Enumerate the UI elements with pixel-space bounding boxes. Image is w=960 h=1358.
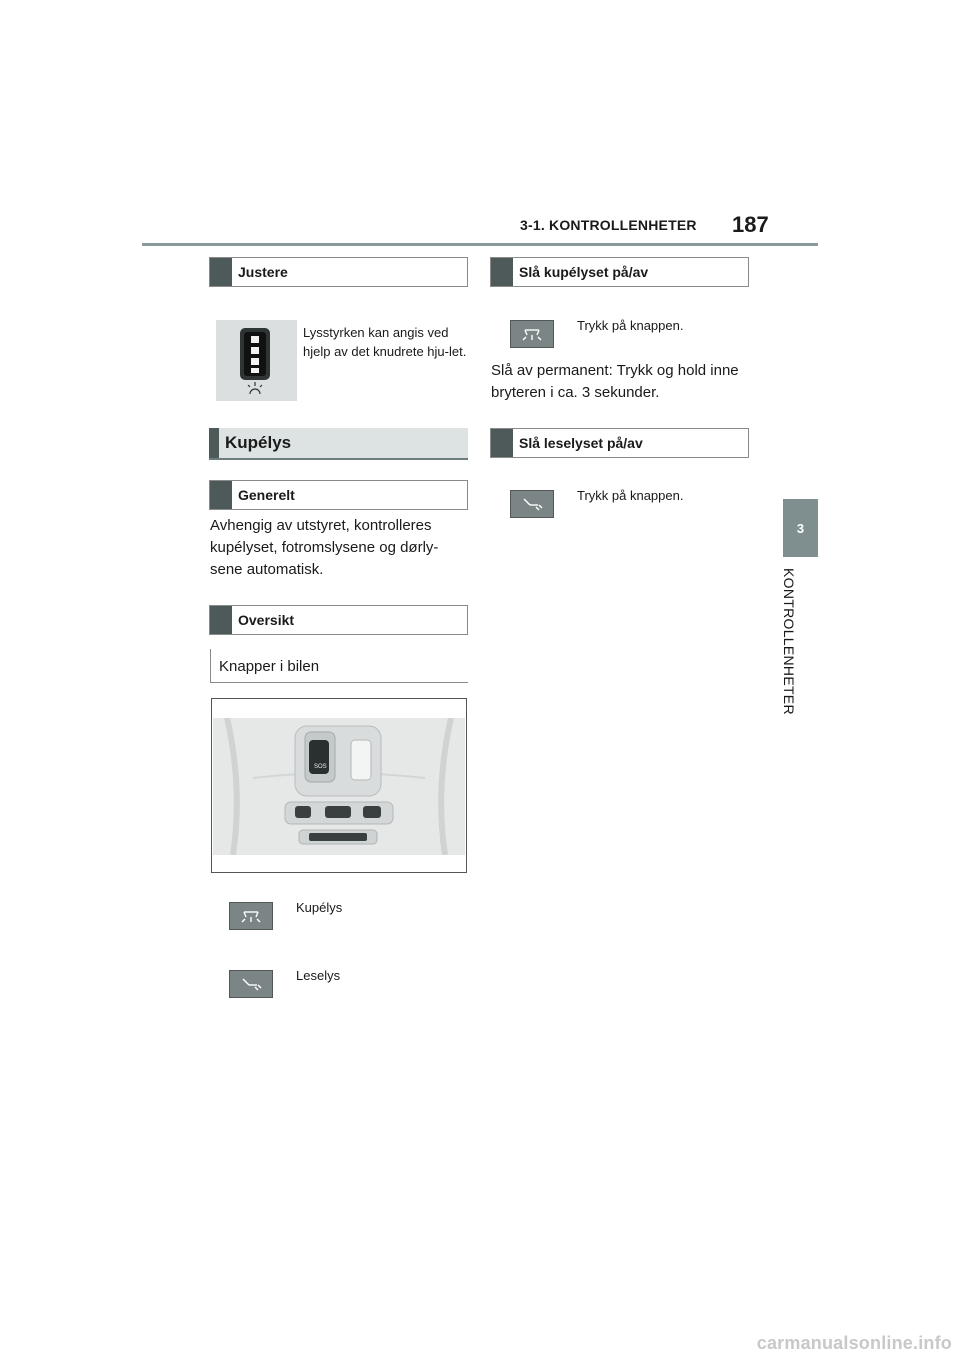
legend-leselys: Leselys — [296, 968, 341, 983]
section-oversikt — [209, 605, 468, 635]
page-number: 187 — [732, 212, 769, 237]
section-marker — [491, 429, 513, 457]
kupelyset-step: Trykk på knappen. — [577, 318, 684, 333]
watermark: carmanualsonline.info — [756, 1333, 952, 1353]
overview-sublabel — [210, 649, 468, 683]
interior-light-icon — [229, 902, 273, 930]
svg-text:SOS: SOS — [314, 764, 327, 770]
section-kupelyset — [490, 257, 749, 287]
section-heading: Generelt — [238, 487, 295, 503]
kupelyset-text: Slå av permanent: Trykk og hold inne bryteren i ca. 3 sekunder. — [491, 362, 739, 401]
reading-light-icon — [510, 490, 554, 518]
section-leselyset — [490, 428, 749, 458]
generelt-text: Avhengig av utstyret, kontrolleres kupélyset, fotromslysene og dørly-sene automatisk. — [210, 517, 439, 578]
leselyset-step: Trykk på knappen. — [577, 488, 684, 503]
chapter-tab: 3 — [783, 499, 818, 557]
overview-sublabel-text: Knapper i bilen — [219, 658, 320, 675]
section-heading: Slå leselyset på/av — [519, 435, 643, 451]
section-generelt — [209, 480, 468, 510]
section-marker — [209, 428, 219, 458]
section-heading: Oversikt — [238, 612, 295, 628]
section-marker — [491, 258, 513, 286]
overhead-console-image — [213, 718, 465, 855]
header-rule — [142, 243, 818, 246]
section-marker — [210, 606, 232, 634]
section-kupelys — [209, 428, 468, 460]
reading-light-icon — [229, 970, 273, 998]
section-justere — [209, 257, 468, 287]
legend-kupelys: Kupélys — [296, 900, 343, 915]
chapter-tab-label: KONTROLLENHETER — [781, 568, 797, 715]
section-marker — [210, 258, 232, 286]
section-heading: Slå kupélyset på/av — [519, 264, 649, 280]
section-heading: Kupélys — [225, 433, 292, 452]
section-marker — [210, 481, 232, 509]
chapter-title: 3-1. KONTROLLENHETER — [520, 217, 697, 233]
justere-text: Lysstyrken kan angis ved hjelp av det knudrete hju-let. — [303, 325, 467, 359]
interior-light-icon — [510, 320, 554, 348]
section-heading: Justere — [238, 264, 288, 280]
dimmer-wheel-image — [216, 320, 297, 401]
